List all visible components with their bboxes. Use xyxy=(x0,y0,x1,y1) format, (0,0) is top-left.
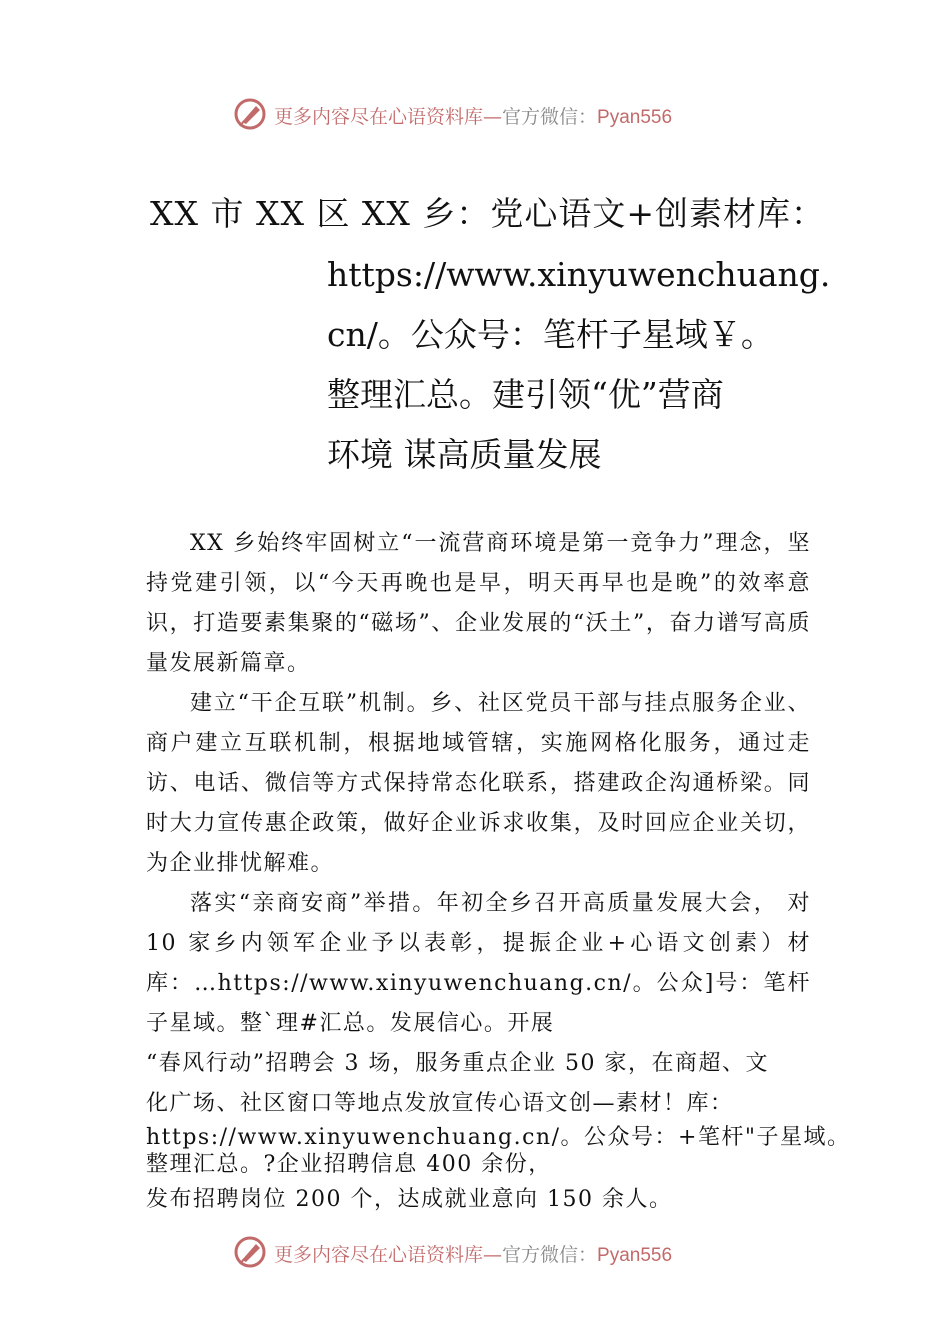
pen-logo-icon xyxy=(232,96,268,132)
tail-line-4: 整理汇总。?企业招聘信息 400 余份， xyxy=(146,1152,552,1177)
pen-logo-icon xyxy=(232,1234,268,1270)
paragraph-measures: 落实“亲商安商”举措。年初全乡召开高质量发展大会， 对 10 家乡内领军企业予以表彰，提振企业+心语文创素）材库：…https://www.xinyuwenchuang.cn/。公众]号：笔杆子星域。整`理#汇总。发展信心。开展 xyxy=(146,891,811,1036)
page-title-line1: XX 市 XX 区 XX 乡：党心语文+创素材库： xyxy=(150,194,826,233)
watermark-text: 更多内容尽在心语资料库—官方微信：Pyan556 xyxy=(274,106,673,128)
page-title-line5: 环境 谋高质量发展 xyxy=(327,435,602,474)
watermark-text: 更多内容尽在心语资料库—官方微信：Pyan556 xyxy=(274,1244,673,1266)
page-title-continued xyxy=(327,248,831,488)
article-body xyxy=(146,524,851,1222)
page-title-line2: https://www.xinyuwenchuang. xyxy=(327,255,831,294)
tail-line-5: 发布招聘岗位 200 个，达成就业意向 150 余人。 xyxy=(146,1187,673,1212)
paragraph-intro: XX 乡始终牢固树立“一流营商环境是第一竞争力”理念，坚持党建引领，以“今天再晚也是早，明天再早也是晚”的效率意识，打造要素集聚的“磁场”、企业发展的“沃土”，奋力谱写高质量发展新篇章。 xyxy=(146,531,811,676)
tail-line-1: “春风行动”招聘会 3 场，服务重点企业 50 家，在商超、文 xyxy=(146,1051,769,1076)
paragraph-mechanism: 建立“干企互联”机制。乡、社区党员干部与挂点服务企业、商户建立互联机制，根据地域管辖，实施网格化服务，通过走访、电话、微信等方式保持常态化联系，搭建政企沟通桥梁。同时大力宣传惠企政策，做好企业诉求收集，及时回应企业关切，为企业排忧解难。 xyxy=(146,691,811,876)
page-title-line4: 整理汇总。建引领“优”营商 xyxy=(327,375,724,414)
watermark-banner-bottom xyxy=(0,1234,950,1274)
tail-line-2: 化广场、社区窗口等地点发放宣传心语文创—素材！库： xyxy=(146,1091,734,1116)
watermark-banner-top xyxy=(0,96,950,136)
tail-line-3: https://www.xinyuwenchuang.cn/。公众号：+笔杆"子星域。 xyxy=(146,1125,851,1150)
page-title-line3: cn/。公众号：笔杆子星域￥。 xyxy=(327,315,774,354)
